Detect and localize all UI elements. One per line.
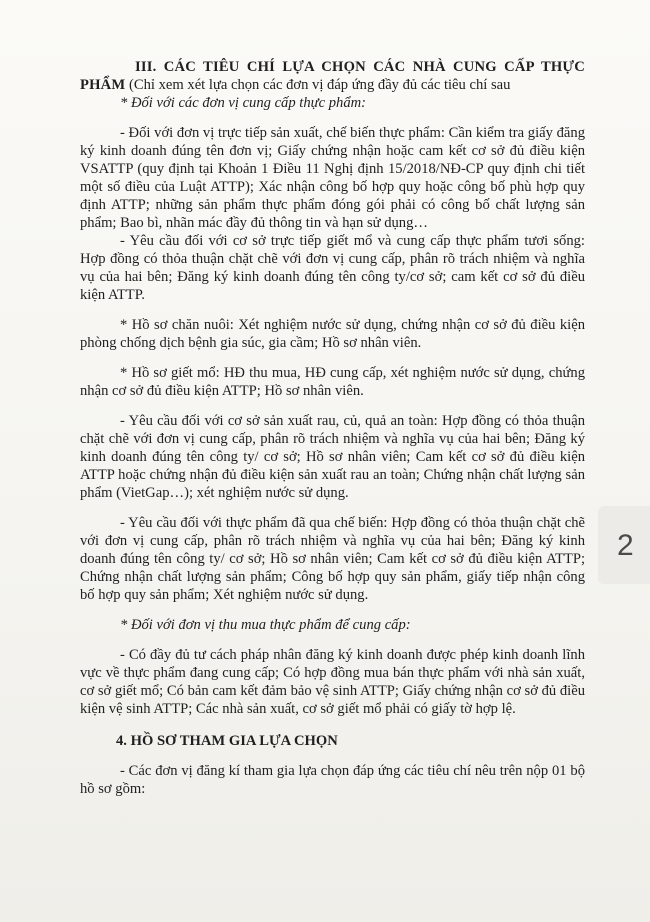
- document-body: [80, 58, 585, 798]
- paragraph-slaughter-records: * Hồ sơ giết mổ: HĐ thu mua, HĐ cung cấp, xét nghiệm nước sử dụng, chứng nhận cơ sở đủ điều kiện ATTP; Hồ sơ nhân viên.: [80, 365, 585, 399]
- paragraph-livestock-records: * Hồ sơ chăn nuôi: Xét nghiệm nước sử dụng, chứng nhận cơ sở đủ điều kiện phòng chống dịch bệnh gia súc, gia cầm; Hồ sơ nhân viên.: [80, 317, 585, 351]
- sub-heading-suppliers: * Đối với các đơn vị cung cấp thực phẩm:: [120, 95, 367, 111]
- page-number: 2: [617, 529, 634, 562]
- section-iii-title: III. CÁC TIÊU CHÍ LỰA CHỌN CÁC NHÀ CUNG CẤP THỰC PHẨM: [80, 59, 585, 93]
- sub-heading-purchasers: * Đối với đơn vị thu mua thực phẩm để cung cấp:: [120, 617, 411, 633]
- paragraph-purchasers: - Có đầy đủ tư cách pháp nhân đăng ký kinh doanh được phép kinh doanh lĩnh vực về thực phẩm đang cung cấp; Có hợp đồng mua bán thực phẩm với nhà sản xuất, cơ sở giết mổ; Có bản cam kết đảm bảo vệ sinh ATTP; Giấy chứng nhận cơ sở đủ điều kiện vệ sinh ATTP; Các nhà sản xuất, cơ sở giết mổ phải có giấy tờ hợp lệ.: [80, 647, 585, 717]
- section-iii-heading: [80, 58, 585, 94]
- paragraph-application: - Các đơn vị đăng kí tham gia lựa chọn đáp ứng các tiêu chí nêu trên nộp 01 bộ hồ sơ gồm:: [80, 763, 585, 797]
- section-4-heading: 4. HỒ SƠ THAM GIA LỰA CHỌN: [116, 733, 338, 749]
- paragraph-vegetables: - Yêu cầu đối với cơ sở sản xuất rau, củ, quả an toàn: Hợp đồng có thỏa thuận chặt chẽ với đơn vị cung cấp, phân rõ trách nhiệm và nghĩa vụ của hai bên; Đăng ký kinh doanh đúng tên công ty/ cơ sở; Hồ sơ nhân viên; Cam kết cơ sở đủ điều kiện ATTP hoặc chứng nhận đủ điều kiện sản xuất rau an toàn; Chứng nhận chất lượng sản phẩm (VietGap…); xét nghiệm nước sử dụng.: [80, 413, 585, 501]
- paragraph-processed-food: - Yêu cầu đối với thực phẩm đã qua chế biến: Hợp đồng có thỏa thuận chặt chẽ với đơn vị cung cấp, phân rõ trách nhiệm và nghĩa vụ của hai bên; Đăng ký kinh doanh đúng tên công ty/ cơ sở; Hồ sơ nhân viên; Cam kết cơ sở đủ điều kiện ATTP; Chứng nhận chất lượng sản phẩm; Công bố hợp quy sản phẩm, giấy tiếp nhận công bố hợp quy sản phẩm; Xét nghiệm nước sử dụng.: [80, 515, 585, 603]
- paragraph-direct-producers: - Đối với đơn vị trực tiếp sản xuất, chế biến thực phẩm: Cần kiểm tra giấy đăng ký kinh doanh đúng tên đơn vị; Giấy chứng nhận hoặc cam kết cơ sở đủ điều kiện VSATTP (quy định tại Khoản 1 Điều 11 Nghị định 15/2018/NĐ-CP quy định chi tiết một số điều của Luật ATTP); Xác nhận công bố hợp quy hoặc công bố phù hợp quy định ATTP; những sản phẩm thực phẩm đóng gói phải có công bố chất lượng sản phẩm; Bao bì, nhãn mác đầy đủ thông tin và hạn sử dụng…: [80, 125, 585, 231]
- paragraph-slaughter-fresh: - Yêu cầu đối với cơ sở trực tiếp giết mổ và cung cấp thực phẩm tươi sống: Hợp đồng có thỏa thuận chặt chẽ với đơn vị cung cấp, phân rõ trách nhiệm và nghĩa vụ của hai bên; Đăng ký kinh doanh đúng tên công ty/cơ sở; cam kết cơ sở đủ điều kiện ATTP.: [80, 233, 585, 303]
- section-iii-note: (Chỉ xem xét lựa chọn các đơn vị đáp ứng đầy đủ các tiêu chí sau: [125, 77, 511, 93]
